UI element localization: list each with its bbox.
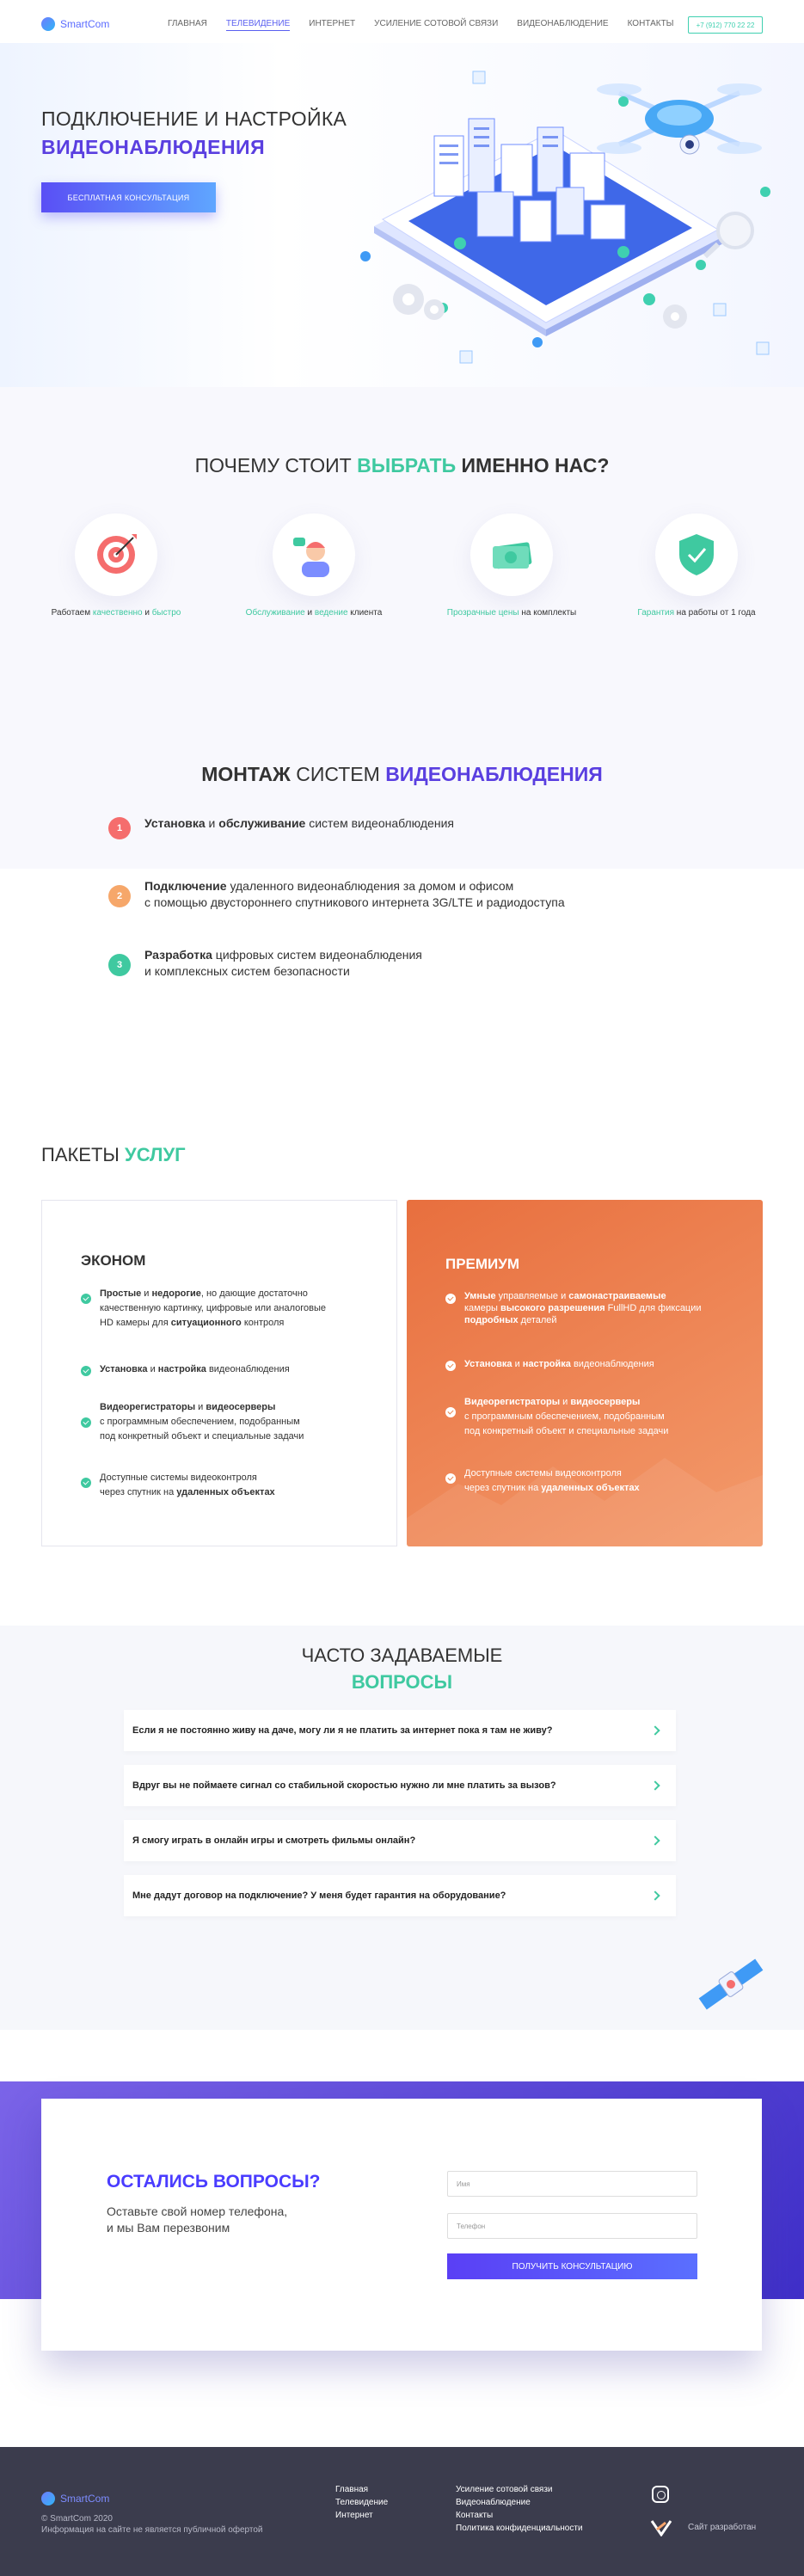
check-icon xyxy=(445,1361,456,1371)
check-icon xyxy=(81,1478,91,1488)
chevron-right-icon xyxy=(650,1891,660,1900)
package-item: Установка и настройка видеонаблюдения xyxy=(445,1357,729,1372)
free-consultation-button[interactable]: БЕСПЛАТНАЯ КОНСУЛЬТАЦИЯ xyxy=(41,182,216,212)
footer-link[interactable]: Контакты xyxy=(456,2511,494,2520)
footer-link[interactable]: Главная xyxy=(335,2485,369,2494)
check-icon xyxy=(445,1473,456,1484)
check-icon xyxy=(81,1294,91,1304)
target-icon xyxy=(90,529,142,581)
faq-item[interactable]: Мне дадут договор на подключение? У меня будет гарантия на оборудование? xyxy=(124,1875,676,1916)
faq-title-accent: ВОПРОСЫ xyxy=(351,1671,453,1693)
chevron-right-icon xyxy=(650,1835,660,1845)
hero-illustration xyxy=(340,41,787,377)
feature-service: Обслуживание и ведение клиента xyxy=(224,513,404,618)
main-nav xyxy=(168,19,674,31)
shield-icon xyxy=(671,529,722,581)
check-icon xyxy=(445,1407,456,1417)
money-icon xyxy=(486,529,537,581)
package-item: Установка и настройка видеонаблюдения xyxy=(81,1362,365,1377)
faq-item[interactable]: Если я не постоянно живу на даче, могу ли я не платить за интернет пока я там не живу? xyxy=(124,1710,676,1751)
instagram-icon[interactable] xyxy=(652,2486,669,2503)
hero-title-line1: ПОДКЛЮЧЕНИЕ И НАСТРОЙКА xyxy=(41,108,347,130)
step-number: 3 xyxy=(108,954,131,976)
logo[interactable] xyxy=(41,17,109,31)
nav-home[interactable]: ГЛАВНАЯ xyxy=(168,19,207,28)
logo-icon xyxy=(41,17,55,31)
feature-prices: Прозрачные цены на комплекты xyxy=(421,513,602,618)
footer-link[interactable]: Интернет xyxy=(335,2511,373,2520)
logo-icon xyxy=(41,2492,55,2505)
package-premium[interactable] xyxy=(407,1200,763,1546)
developer-link[interactable]: Сайт разработан xyxy=(688,2523,757,2532)
nav-tv[interactable]: ТЕЛЕВИДЕНИЕ xyxy=(226,19,290,31)
nav-cellular[interactable]: УСИЛЕНИЕ СОТОВОЙ СВЯЗИ xyxy=(374,19,499,28)
packages-title: ПАКЕТЫ УСЛУГ xyxy=(41,1144,186,1165)
phone-button[interactable]: +7 (912) 770 22 22 xyxy=(688,16,763,34)
nav-internet[interactable]: ИНТЕРНЕТ xyxy=(309,19,356,28)
drone-illustration xyxy=(597,83,762,154)
package-item: Простые и недорогие, но дающие достаточно качественную картинку, цифровые или аналоговые HD камеры для ситуационного контроля xyxy=(81,1287,365,1331)
footer-links-2 xyxy=(456,2483,583,2535)
faq-item[interactable]: Вдруг вы не поймаете сигнал со стабильной скоростью нужно ли мне платить за вызов? xyxy=(124,1765,676,1806)
contact-title: ОСТАЛИСЬ ВОПРОСЫ? xyxy=(107,2172,321,2192)
package-name: ЭКОНОМ xyxy=(81,1252,146,1269)
phone-input[interactable]: Телефон xyxy=(447,2213,697,2239)
step-3: 3 Разработка цифровых систем видеонаблюдения и комплексных систем безопасности xyxy=(108,947,422,980)
package-item: Доступные системы видеоконтроля через спутник на удаленных объектах xyxy=(81,1471,365,1500)
feature-quality: Работаем качественно и быстро xyxy=(26,513,206,618)
footer-logo[interactable]: SmartCom xyxy=(41,2492,109,2505)
faq-item[interactable]: Я смогу играть в онлайн игры и смотреть фильмы онлайн? xyxy=(124,1820,676,1861)
developer-logo-icon[interactable] xyxy=(650,2518,672,2536)
footer xyxy=(0,2447,804,2576)
footer-link[interactable]: Видеонаблюдение xyxy=(456,2498,531,2507)
chevron-right-icon xyxy=(650,1780,660,1790)
package-name: ПРЕМИУМ xyxy=(445,1256,520,1272)
package-item: Доступные системы видеоконтроля через спутник на удаленных объектах xyxy=(445,1466,729,1496)
footer-link[interactable]: Политика конфиденциальности xyxy=(456,2524,583,2533)
feature-guarantee: Гарантия на работы от 1 года xyxy=(606,513,787,618)
check-icon xyxy=(445,1294,456,1304)
faq-title: ЧАСТО ЗАДАВАЕМЫЕ xyxy=(301,1645,503,1666)
package-econom[interactable] xyxy=(41,1200,397,1546)
step-number: 1 xyxy=(108,817,131,839)
step-1: 1 Установка и обслуживание систем видеонаблюдения xyxy=(108,815,454,839)
get-consultation-button[interactable]: ПОЛУЧИТЬ КОНСУЛЬТАЦИЮ xyxy=(447,2253,697,2279)
chevron-right-icon xyxy=(650,1725,660,1735)
name-input[interactable]: Имя xyxy=(447,2171,697,2197)
support-agent-icon xyxy=(288,529,340,581)
step-number: 2 xyxy=(108,885,131,907)
satellite-illustration xyxy=(692,1948,770,2021)
why-title: ПОЧЕМУ СТОИТ ВЫБРАТЬ ИМЕННО НАС? xyxy=(194,454,610,476)
footer-link[interactable]: Телевидение xyxy=(335,2498,389,2507)
package-item: Видеорегистраторы и видеосерверы с программным обеспечением, подобранным под конкретный объект и специальные задачи xyxy=(445,1395,729,1439)
logo-text: SmartCom xyxy=(60,18,110,30)
nav-video[interactable]: ВИДЕОНАБЛЮДЕНИЕ xyxy=(517,19,609,28)
hero-title-line2: ВИДЕОНАБЛЮДЕНИЯ xyxy=(41,136,266,158)
check-icon xyxy=(81,1366,91,1376)
check-icon xyxy=(81,1417,91,1428)
package-item: Умные управляемые и самонастраиваемые камеры высокого разрешения FullHD для фиксации подробных деталей xyxy=(445,1290,729,1326)
footer-links-1 xyxy=(335,2483,388,2522)
step-2: 2 Подключение удаленного видеонаблюдения за домом и офисом с помощью двустороннего спутникового интернета 3G/LTE и радиодоступа xyxy=(108,878,565,911)
nav-contacts[interactable]: КОНТАКТЫ xyxy=(627,19,674,28)
footer-copyright: © SmartCom 2020 Информация на сайте не является публичной офертой xyxy=(41,2514,263,2535)
montage-title: МОНТАЖ СИСТЕМ ВИДЕОНАБЛЮДЕНИЯ xyxy=(201,763,603,785)
footer-link[interactable]: Усиление сотовой связи xyxy=(456,2485,553,2494)
contact-subtitle: Оставьте свой номер телефона, и мы Вам перезвоним xyxy=(107,2204,288,2235)
package-item: Видеорегистраторы и видеосерверы с программным обеспечением, подобранным под конкретный объект и специальные задачи xyxy=(81,1400,365,1444)
